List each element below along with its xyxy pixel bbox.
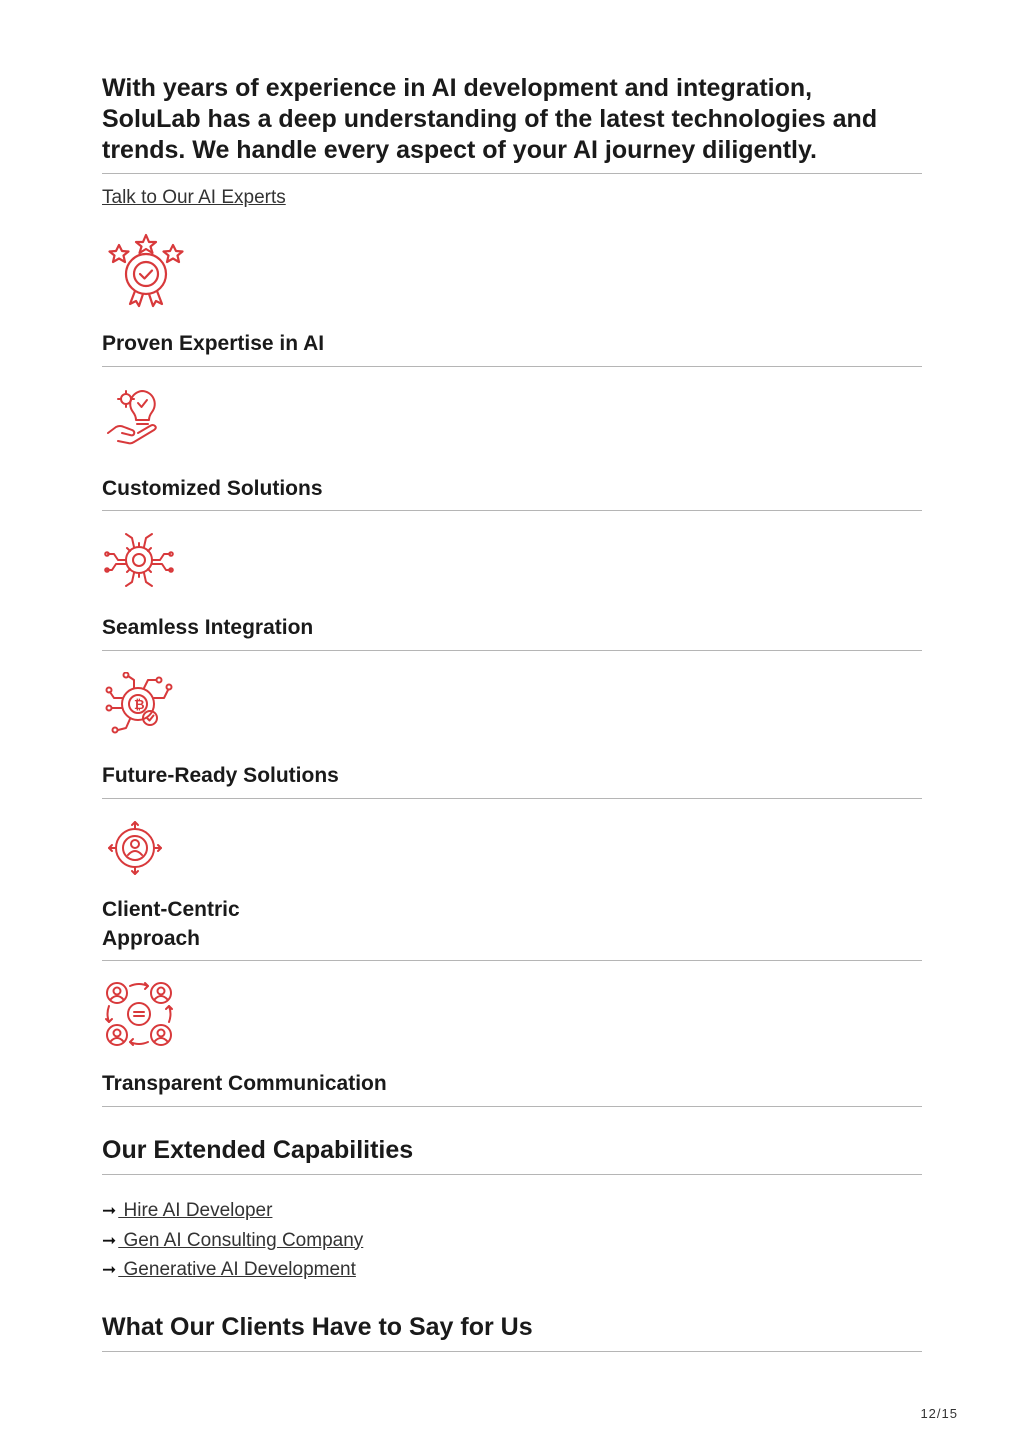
feature-title-line: Client-Centric bbox=[102, 898, 240, 921]
capabilities-list bbox=[102, 1196, 363, 1285]
divider bbox=[102, 1106, 922, 1107]
gears-circuit-icon bbox=[104, 530, 174, 590]
arrow-right-icon: ➞ bbox=[102, 1230, 117, 1250]
list-item bbox=[102, 1255, 363, 1285]
divider bbox=[102, 798, 922, 799]
client-target-icon bbox=[104, 818, 166, 878]
idea-hand-icon bbox=[104, 385, 168, 449]
gen-ai-consulting-link[interactable]: Gen AI Consulting Company bbox=[118, 1229, 364, 1251]
feature-title: Transparent Communication bbox=[102, 1072, 387, 1095]
intro-line: trends. We handle every aspect of your AI journey diligently. bbox=[102, 136, 817, 164]
capabilities-heading: Our Extended Capabilities bbox=[102, 1136, 414, 1164]
talk-to-experts-link[interactable]: Talk to Our AI Experts bbox=[102, 187, 286, 208]
divider bbox=[102, 1351, 922, 1352]
feature-title: Proven Expertise in AI bbox=[102, 332, 325, 355]
team-communication-icon bbox=[104, 980, 174, 1048]
generative-ai-development-link[interactable]: Generative AI Development bbox=[118, 1259, 356, 1280]
page-number: 12/15 bbox=[920, 1406, 958, 1421]
feature-title: Future-Ready Solutions bbox=[102, 764, 339, 787]
intro-line: SoluLab has a deep understanding of the latest technologies and bbox=[102, 105, 878, 133]
divider bbox=[102, 650, 922, 651]
list-item bbox=[102, 1196, 363, 1226]
divider bbox=[102, 366, 922, 367]
award-icon bbox=[104, 232, 184, 308]
divider bbox=[102, 173, 922, 174]
svg-text:₿: ₿ bbox=[134, 697, 145, 712]
feature-title-line: Approach bbox=[102, 927, 201, 950]
arrow-right-icon: ➞ bbox=[102, 1201, 117, 1220]
intro-line: With years of experience in AI development and integration, bbox=[102, 74, 813, 102]
feature-title: Seamless Integration bbox=[102, 616, 314, 639]
testimonials-heading: What Our Clients Have to Say for Us bbox=[102, 1313, 533, 1341]
arrow-right-icon: ➞ bbox=[102, 1260, 117, 1279]
feature-title: Customized Solutions bbox=[102, 477, 323, 500]
intro-paragraph bbox=[102, 73, 922, 166]
divider bbox=[102, 1174, 922, 1175]
divider bbox=[102, 960, 922, 961]
divider bbox=[102, 510, 922, 511]
bitcoin-circuit-icon bbox=[104, 672, 176, 738]
hire-ai-developer-link[interactable]: Hire AI Developer bbox=[118, 1200, 273, 1221]
list-item bbox=[102, 1226, 363, 1256]
